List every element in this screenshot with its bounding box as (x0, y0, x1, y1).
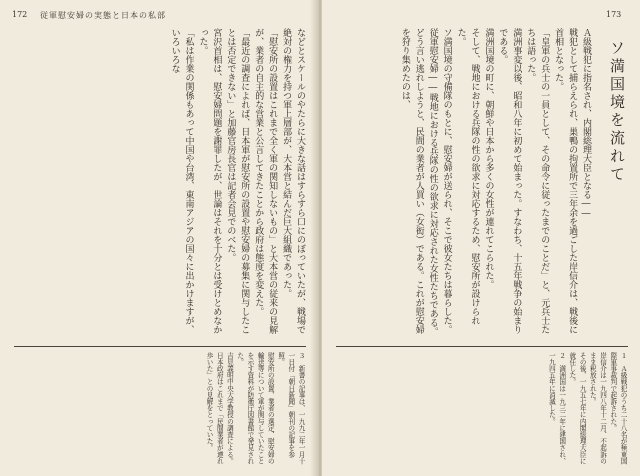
right-paragraph: 戦犯として捕らえられ、巣鴨の拘置所で三年余を過ごした岸信介は、戦後に首相となった。 (553, 28, 578, 334)
right-paragraph: そして、戦地における兵隊の性の欲求に対応するため、慰安所が設けられた。 (455, 28, 480, 325)
left-note: 吉見義明中央大学教授の調査による。 (225, 352, 234, 465)
right-notes (336, 352, 628, 470)
left-footnote-rule (14, 346, 306, 347)
left-running-head: 従軍慰安婦の実態と日本の私部 (40, 11, 166, 20)
right-paragraph: Ａ級戦犯に指名され、内閣総理大臣となる―― (581, 28, 591, 219)
chapter-title: ソ満国境を流れて (608, 40, 626, 184)
left-paragraph: などとスケールのやたらに大きな話はすらすら口にのぼっていたが、戦場で絶対の権力を持つ軍上層部が、大本営と結んだ巨大組織であった。 (281, 28, 305, 334)
right-paragraph: どう言い逃れしようと、民間の業者が人買い（女衒）である。これが慰安婦を狩り集めたのは、 (399, 28, 424, 334)
right-folio: 173 (606, 10, 622, 19)
right-note: 岸信介は一九四八年十二月、不起訴のまま釈放された。 (588, 352, 607, 465)
left-paragraph: 宮沢首相は、慰安婦問題を謝罪したが、世論はそれを十分とは受けとめなかった。 (197, 28, 222, 334)
right-page (322, 0, 640, 476)
left-paragraph: 「慰安所の設置はこれまで全く軍の関知しないもの」と大本営の従来の見解が、業者の自主的な営業と公言してきたことから政府は態度を変えた。 (253, 28, 278, 334)
right-note: １ Ａ級戦犯のうち二十八名が極東国際軍事裁判で起訴された。 (608, 352, 627, 465)
left-note: 慰安所の設置、業者の選定、慰安婦の輸送等について軍が関与していたことを示す資料が防衛庁図書館で発見された。 (235, 352, 275, 465)
right-paragraph: 「皇軍の兵士の一員として、その命令に従ったまでのことだ」と、元兵士たちは語った。 (525, 28, 550, 334)
left-body-text (14, 28, 306, 338)
left-notes (14, 352, 306, 470)
left-folio: 172 (12, 10, 28, 19)
left-paragraph: 「最近の調査によれば、日本軍が慰安所の設置や慰安婦の募集に関与したことは否定できない」と加藤官房長官は記者会見でのべた。 (225, 28, 250, 334)
right-body-text (340, 28, 592, 338)
left-note: 日本政府はこれまで「民間業者が連れ歩いた」との見解をとっていた。 (205, 352, 224, 465)
left-paragraph: 「私は作業の関係もあって中国や台湾、東南アジアの国々に出かけますが、いろいろな (169, 28, 194, 334)
right-paragraph: ソ満国境の守備隊のもとに、慰安婦が送られ、そこで彼女たちは暮らした。 (441, 28, 452, 334)
right-paragraph: 満洲事変以後、昭和八年に初めて始まった。すなわち、十五年戦争の始まりである。 (497, 28, 522, 334)
left-note: ３ 新書の記事は、一九九二年一月十一日付「朝日新聞」朝刊の記事を参照。 (276, 352, 305, 465)
right-note: ２ 満洲国は一九三二年に建国され、一九四五年に消滅した。 (547, 352, 566, 465)
right-note: その後、一九五七年に内閣総理大臣に就任した。 (567, 352, 587, 465)
right-paragraph: 従軍慰安婦――戦地における兵隊の性の欲求に対応された女性たちである。 (427, 28, 438, 336)
left-page (0, 0, 318, 476)
right-paragraph: 満洲国境の町に、朝鮮や日本から多くの女性が連れてこられた。 (483, 28, 494, 289)
right-footnote-rule (336, 346, 628, 347)
